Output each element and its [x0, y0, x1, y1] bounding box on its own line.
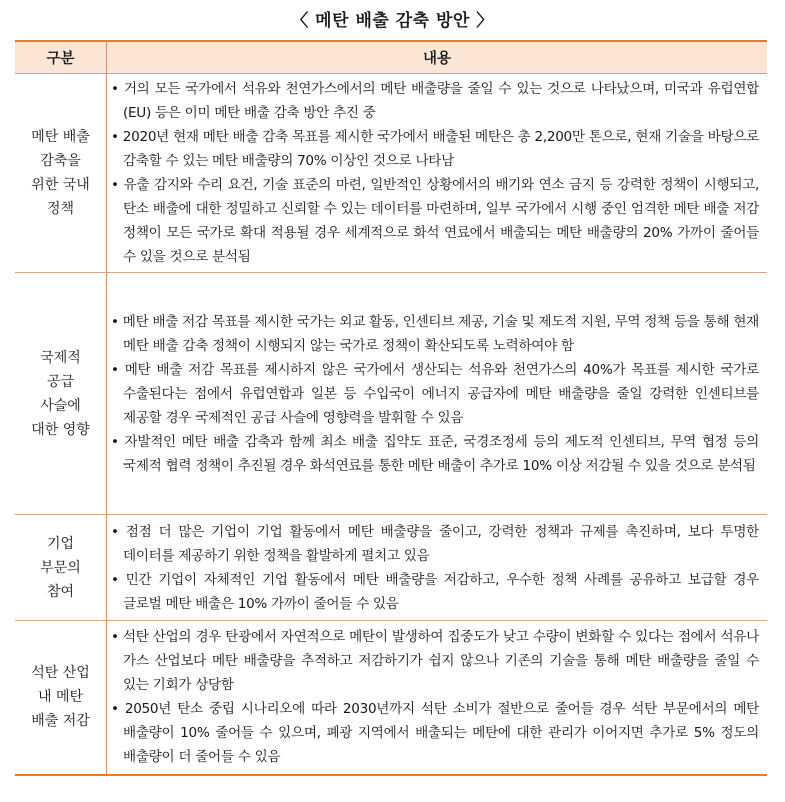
category-line: 기업 — [46, 535, 75, 552]
category-cell — [15, 515, 107, 621]
bullet-item: • 석탄 산업의 경우 탄광에서 자연적으로 메탄이 발생하여 집중도가 낮고 수량이 변화할 수 있다는 점에서 석유나 가스 산업보다 메탄 배출량을 추적하고 저감하기가 쉽지 않으나 기존의 기술을 통해 메탄 배출량을 줄일 수 있는 기회가 상당함 — [111, 629, 759, 694]
category-line: 위한 국내 — [31, 177, 90, 193]
bullet-item: • 메탄 배출 저감 목표를 제시한 국가는 외교 활동, 인센티브 제공, 기술 및 제도적 지원, 무역 정책 등을 통해 현재 메탄 배출 감축 정책이 시행되지 않는 국가로 정책이 확산되도록 노력하여야 함 — [111, 313, 759, 354]
methane-reduction-table — [15, 40, 767, 776]
category-cell — [15, 74, 107, 273]
table-row — [15, 74, 767, 273]
bullet-item: • 자발적인 메탄 배출 감축과 함께 최소 배출 집약도 표준, 국경조정세 등의 제도적 인센티브, 무역 협정 등의 국제적 협력 정책이 추진될 경우 화석연료를 통한 메탄 배출이 추가로 10% 이상 저감될 수 있을 것으로 분석됨 — [111, 433, 759, 474]
content-cell — [107, 273, 768, 515]
category-line: 참여 — [46, 583, 75, 600]
category-line: 공급 — [46, 373, 75, 390]
header-category: 구분 — [15, 41, 107, 74]
category-line: 내 메탄 — [37, 689, 84, 706]
table-row — [15, 515, 767, 621]
bullet-item: • 메탄 배출 저감 목표를 제시하지 않은 국가에서 생산되는 석유와 천연가스의 40%가 목표를 제시한 국가로 수출된다는 점에서 유럽연합과 일본 등 수입국이 에너지 공급자에 메탄 배출량을 줄일 강력한 인센티브를 제공할 경우 국제적인 공급 사슬에 영향력을 발휘할 수 있음 — [111, 361, 759, 426]
category-line: 대한 영향 — [31, 421, 90, 438]
category-line: 배출 저감 — [31, 713, 90, 730]
category-line: 메탄 배출 — [31, 129, 90, 145]
table-row — [15, 621, 767, 775]
table-header-row — [15, 41, 767, 74]
bullet-item: • 민간 기업이 자체적인 기업 활동에서 메탄 배출량을 저감하고, 우수한 정책 사례를 공유하고 보급할 경우 글로벌 메탄 배출은 10% 가까이 줄어들 수 있음 — [111, 571, 759, 612]
category-line: 정책 — [46, 201, 75, 217]
content-cell — [107, 74, 768, 273]
header-content: 내용 — [107, 41, 768, 74]
bullet-item: • 2050년 탄소 중립 시나리오에 따라 2030년까지 석탄 소비가 절반으로 줄어들 경우 석탄 부문에서의 메탄 배출량이 10% 줄어들 수 있으며, 폐광 지역에서 배출되는 메탄에 대한 관리가 이어지면 추가로 5% 정도의 배출량이 더 줄어들 수 있음 — [111, 701, 759, 766]
category-cell — [15, 621, 107, 775]
bullet-item: • 유출 감지와 수리 요건, 기술 표준의 마련, 일반적인 상황에서의 배기와 연소 금지 등 강력한 정책이 시행되고, 탄소 배출에 대한 정밀하고 신뢰할 수 있는 데이터를 마련하며, 일부 국가에서 시행 중인 엄격한 메탄 배출 저감 정책이 모든 국가로 확대 적용될 경우 세계적으로 화석 연료에서 배출되는 메탄 배출량의 20% 가까이 줄어들 수 있을 것으로 분석됨 — [111, 177, 759, 265]
page-title: 〈 메탄 배출 감축 방안 〉 — [291, 11, 494, 31]
content-cell — [107, 515, 768, 621]
category-line: 부문의 — [40, 559, 81, 576]
table-row — [15, 273, 767, 515]
category-cell — [15, 273, 107, 515]
category-line: 국제적 — [40, 349, 81, 366]
category-line: 석탄 산업 — [31, 665, 90, 682]
category-line: 감축을 — [40, 153, 81, 169]
category-line: 사슬에 — [40, 397, 81, 414]
bullet-item: • 2020년 현재 메탄 배출 감축 목표를 제시한 국가에서 배출된 메탄은 총 2,200만 톤으로, 현재 기술을 바탕으로 감축할 수 있는 메탄 배출량의 70% 이상인 것으로 나타남 — [111, 129, 759, 169]
content-cell — [107, 621, 768, 775]
bullet-item: • 점점 더 많은 기업이 기업 활동에서 메탄 배출량을 줄이고, 강력한 정책과 규제를 촉진하며, 보다 투명한 데이터를 제공하기 위한 정책을 활발하게 펼치고 있음 — [111, 523, 759, 564]
bullet-item: • 거의 모든 국가에서 석유와 천연가스에서의 메탄 배출량을 줄일 수 있는 것으로 나타났으며, 미국과 유럽연합(EU) 등은 이미 메탄 배출 감축 방안 추진 중 — [111, 81, 759, 121]
